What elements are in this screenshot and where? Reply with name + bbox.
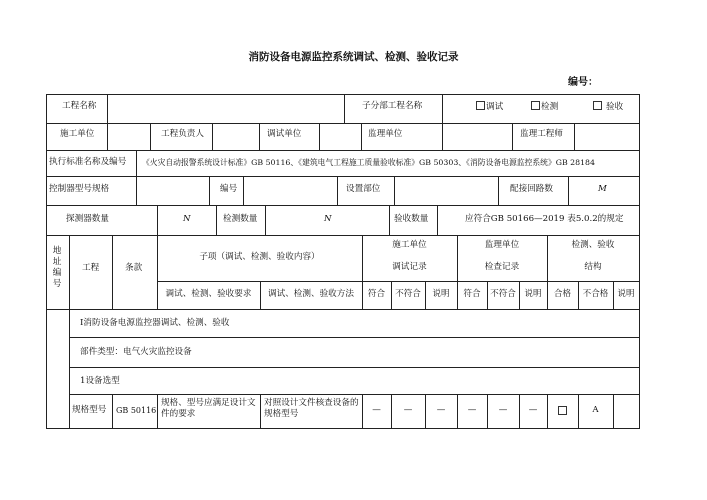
- grid-line: [212, 123, 213, 150]
- grid-line: [157, 281, 640, 282]
- circuits-value: M: [598, 184, 607, 194]
- grid-line: [209, 176, 210, 205]
- number-label: 编号: [220, 184, 238, 194]
- ok-header: 符合: [463, 289, 481, 299]
- section-title: I消防设备电源监控器调试、检测、验收: [80, 318, 230, 328]
- project-name-label: 工程名称: [62, 101, 97, 111]
- standard-label: 执行标准名称及编号: [49, 157, 127, 167]
- component-type: 部件类型：电气火灾监控设备: [80, 347, 192, 357]
- checkbox-icon: [476, 101, 485, 110]
- detector-qty-value: N: [183, 214, 191, 224]
- pass-header: 合格: [553, 289, 572, 299]
- page-title: 消防设备电源监控系统调试、检测、验收记录: [248, 51, 459, 63]
- circuits-label: 配接回路数: [510, 184, 553, 194]
- row-method: 对照设计文件核查设备的规格型号: [264, 398, 359, 419]
- accept-qty-value: 应符合GB 50166—2019 表5.0.2的规定: [465, 214, 624, 224]
- grid-line: [46, 94, 47, 429]
- project-header: 工程: [82, 263, 100, 273]
- not-ok-header: 不符合: [490, 289, 516, 299]
- fail-header: 不合格: [582, 289, 609, 299]
- grid-line: [136, 176, 137, 205]
- grid-line: [259, 123, 260, 150]
- supervision-engineer-label: 监理工程师: [520, 129, 563, 139]
- note-header: 说明: [432, 289, 450, 299]
- option-test-label: 检测: [541, 102, 559, 112]
- grid-line: [46, 123, 640, 124]
- option-debug[interactable]: [476, 101, 503, 113]
- row-requirement: 规格、型号应满足设计文件的要求: [161, 398, 256, 419]
- grid-line: [243, 176, 244, 205]
- serial-number-label: 编号：: [568, 77, 598, 88]
- grid-line: [136, 150, 137, 176]
- grid-line: [69, 337, 640, 338]
- grid-line: [613, 394, 614, 428]
- grid-line: [46, 309, 640, 310]
- sub-project-label: 子分部工程名称: [362, 101, 423, 111]
- dash-cell: —: [528, 405, 538, 415]
- grid-line: [112, 235, 113, 309]
- result-header: 结构: [584, 262, 602, 272]
- dash-cell: —: [372, 405, 381, 415]
- grid-line: [442, 94, 443, 123]
- controller-model-label: 控制器型号规格: [49, 184, 110, 194]
- grid-line: [46, 428, 640, 429]
- inspect-record-header: 检查记录: [484, 262, 520, 272]
- clause-header: 条款: [125, 263, 143, 273]
- grid-line: [344, 94, 345, 123]
- grid-line: [157, 205, 158, 235]
- grid-line: [150, 123, 151, 150]
- grid-line: [107, 94, 108, 123]
- detected-qty-label: 检测数量: [223, 214, 258, 224]
- dash-cell: —: [403, 405, 413, 415]
- standard-value: 《火灾自动报警系统设计标准》GB 50116、《建筑电气工程施工质量验收标准》GB 50303、《消防设备电源监控系统》GB 28184: [142, 158, 595, 167]
- grid-line: [107, 123, 108, 150]
- dash-cell: —: [467, 405, 477, 415]
- project-manager-label: 工程负责人: [161, 129, 204, 139]
- acceptance-header: 检测、验收: [571, 240, 615, 250]
- grid-line: [260, 394, 261, 428]
- grid-line: [361, 123, 362, 150]
- grid-line: [265, 205, 266, 235]
- construction-unit-header: 施工单位: [392, 240, 427, 250]
- grid-line: [157, 394, 158, 428]
- grid-line: [319, 123, 320, 150]
- row-clause: GB 50116: [116, 406, 157, 415]
- grid-line: [216, 205, 217, 235]
- supervision-unit-header: 监理单位: [484, 240, 520, 250]
- grid-line: [574, 123, 575, 150]
- method-header: 调试、检测、验收方法: [268, 289, 354, 299]
- detected-qty-value: N: [324, 214, 332, 224]
- grid-line: [389, 205, 390, 235]
- debug-record-header: 调试记录: [392, 262, 427, 272]
- grid-line: [46, 94, 640, 95]
- grid-line: [69, 394, 640, 395]
- checkbox-icon: [558, 406, 567, 415]
- note-header: 说明: [524, 289, 542, 299]
- note-header: 说明: [617, 289, 635, 299]
- ok-header: 符合: [367, 289, 386, 299]
- grid-line: [337, 176, 338, 205]
- detector-qty-label: 探测器数量: [66, 214, 109, 224]
- dash-cell: —: [498, 405, 508, 415]
- grid-line: [639, 94, 640, 429]
- grid-line: [498, 176, 499, 205]
- option-accept-label: 验收: [606, 102, 624, 112]
- grid-line: [394, 176, 395, 205]
- option-debug-label: 调试: [486, 102, 504, 112]
- grade-cell: A: [592, 405, 599, 415]
- accept-qty-label: 验收数量: [394, 214, 429, 224]
- option-test[interactable]: [531, 101, 558, 113]
- grid-line: [46, 235, 640, 236]
- location-label: 设置部位: [346, 184, 381, 194]
- grid-line: [112, 394, 113, 428]
- sub-item-header: 子项（调试、检测、验收内容）: [199, 252, 320, 262]
- construction-unit-label: 施工单位: [60, 129, 95, 139]
- grid-line: [46, 205, 640, 206]
- checkbox-icon: [593, 101, 602, 110]
- checkbox-icon: [531, 101, 540, 110]
- dash-cell: —: [436, 405, 446, 415]
- debug-unit-label: 调试单位: [267, 129, 302, 139]
- result-checkbox[interactable]: [547, 406, 578, 419]
- row-project: 规格型号: [72, 405, 107, 415]
- grid-line: [512, 123, 513, 150]
- grid-line: [568, 176, 569, 205]
- not-ok-header: 不符合: [395, 289, 421, 299]
- supervision-unit-label: 监理单位: [368, 129, 403, 139]
- grid-line: [69, 367, 640, 368]
- requirement-header: 调试、检测、验收要求: [165, 289, 252, 299]
- grid-line: [69, 235, 70, 429]
- grid-line: [437, 205, 438, 235]
- option-accept[interactable]: [593, 101, 623, 113]
- grid-line: [442, 123, 443, 150]
- item-title: 1设备选型: [80, 376, 120, 386]
- address-number-header: 地址编号: [52, 246, 62, 289]
